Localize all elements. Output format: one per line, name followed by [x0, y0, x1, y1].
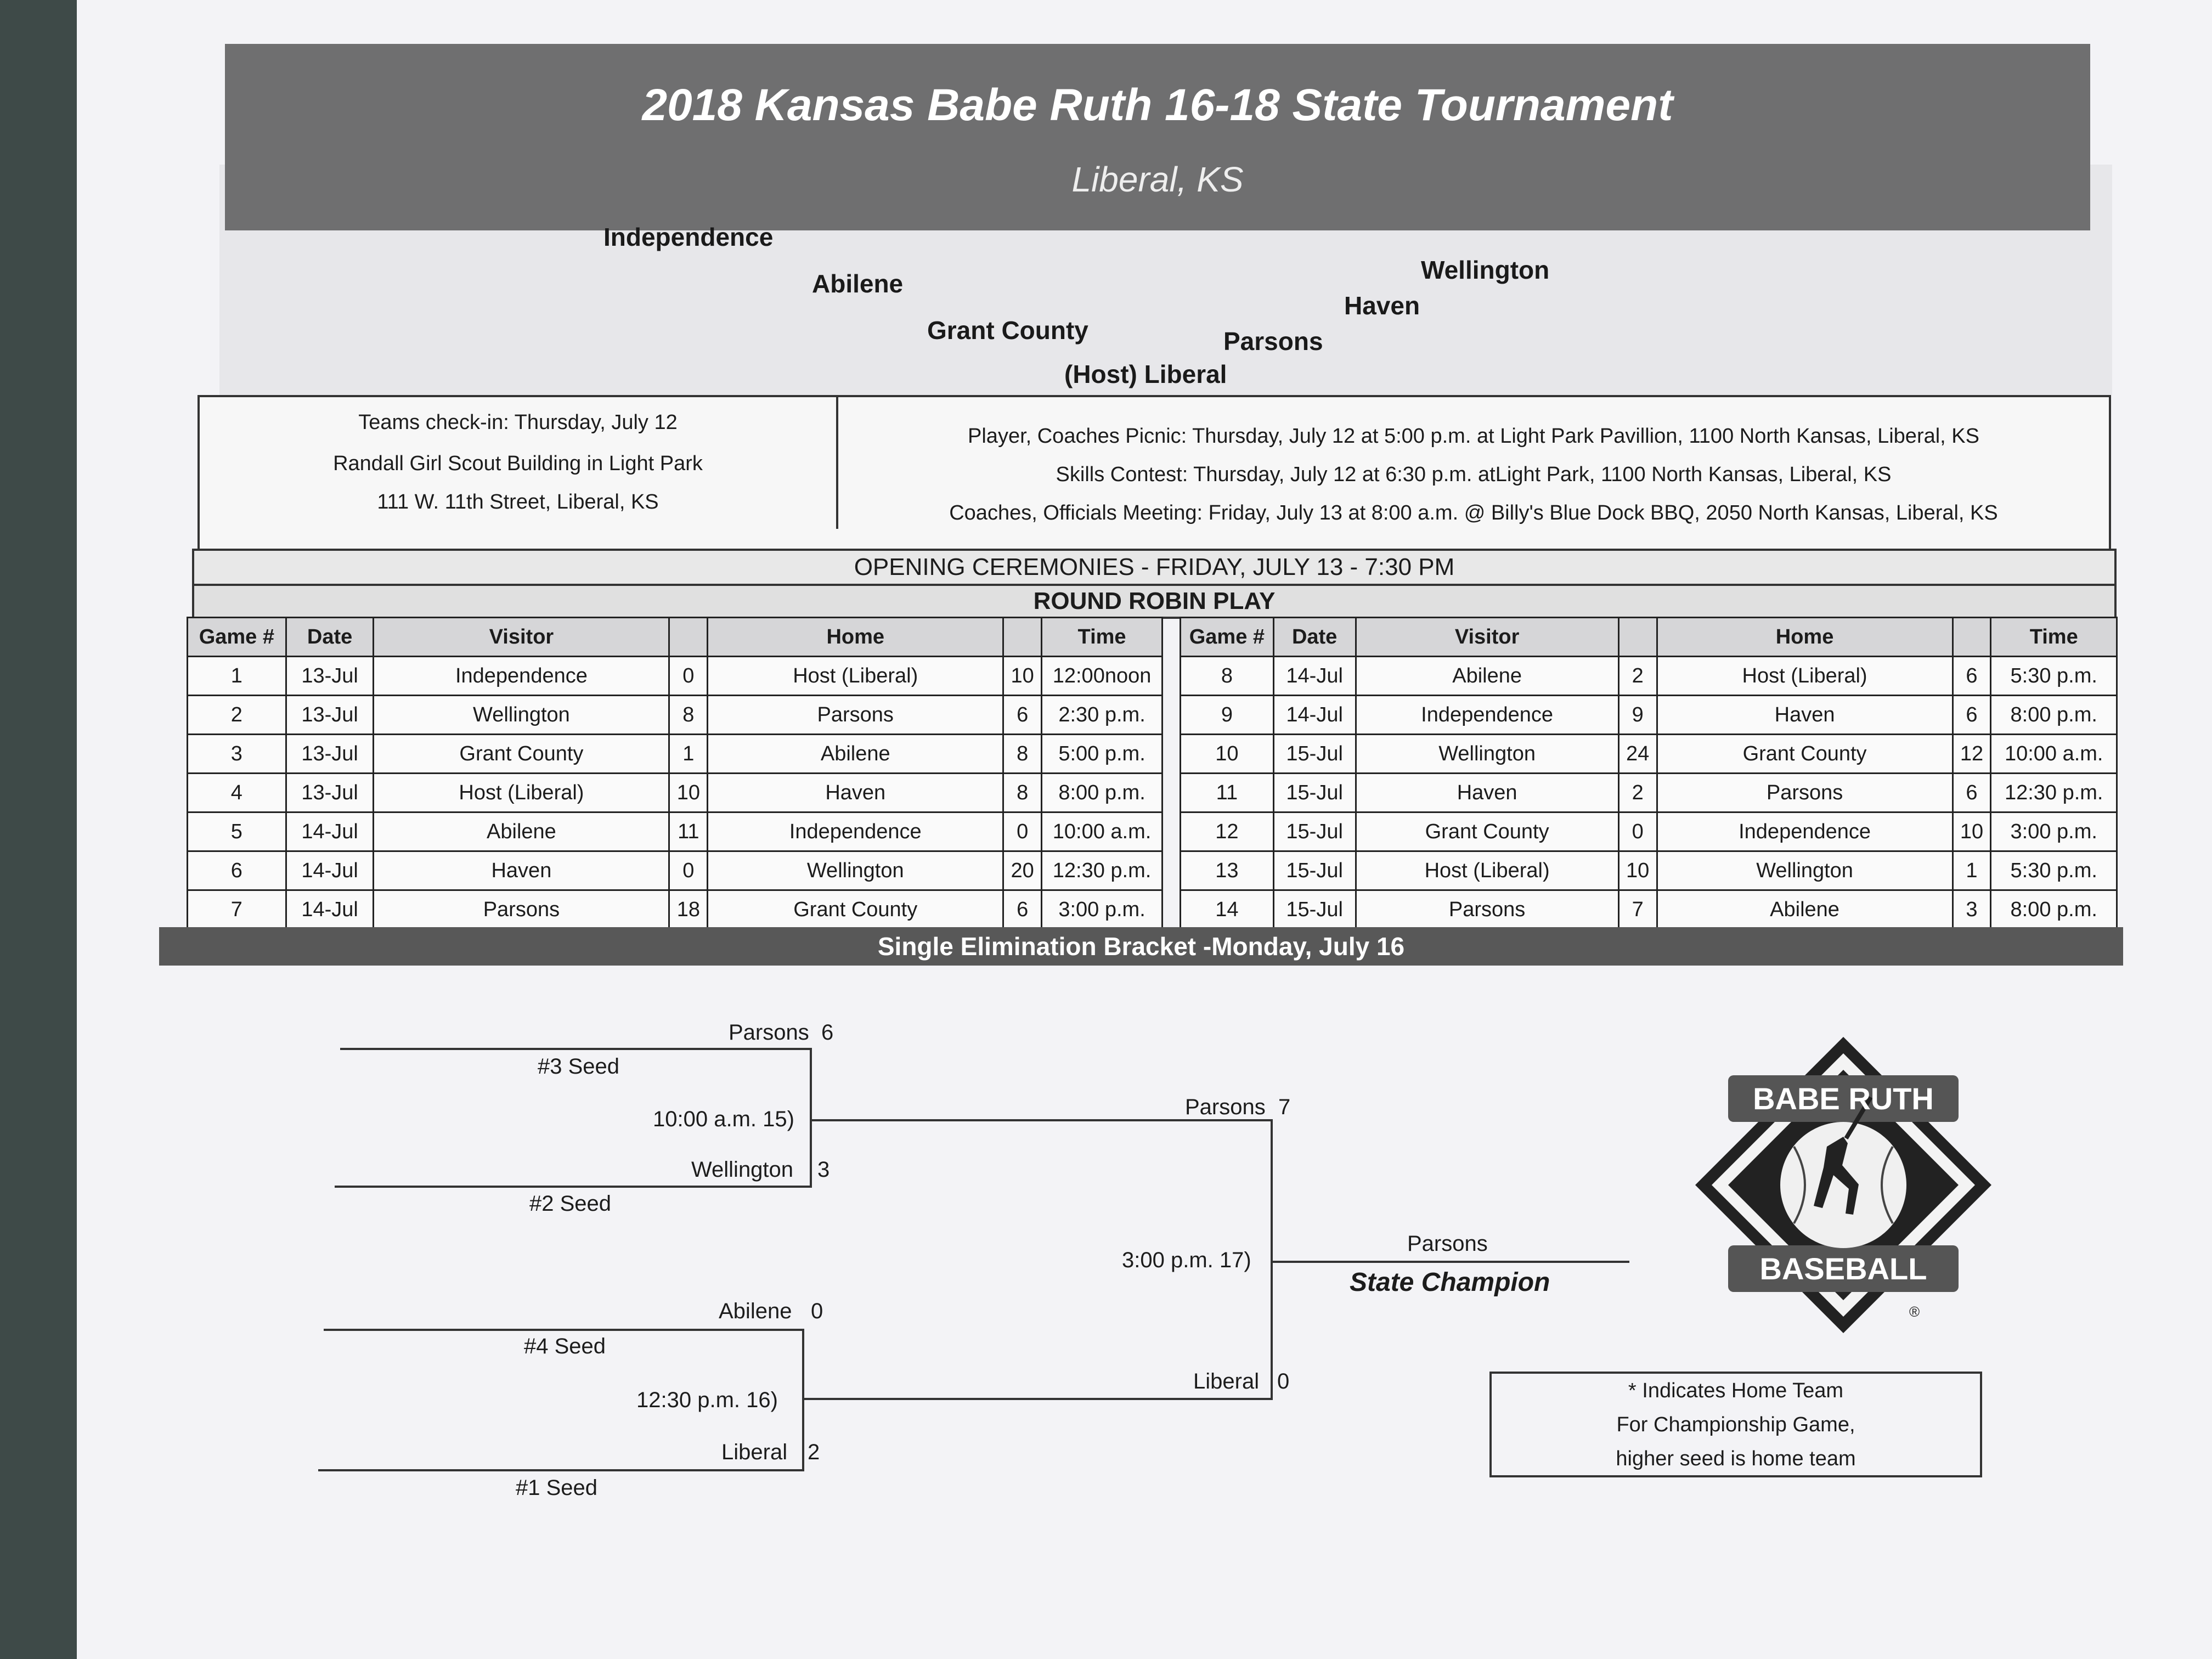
table-cell: 12:30 p.m. [1991, 774, 2117, 812]
table-cell: 1 [188, 657, 286, 696]
table-cell: 8:00 p.m. [1991, 890, 2117, 929]
bracket-team: Parsons [729, 1020, 809, 1045]
table-cell: 5 [188, 812, 286, 851]
table-cell: Abilene [708, 735, 1003, 774]
table-cell: 8:00 p.m. [1042, 774, 1163, 812]
table-row [1181, 657, 2117, 696]
table-row [1181, 851, 2117, 890]
bracket-line [802, 1329, 804, 1471]
table-cell: 2 [188, 696, 286, 735]
column-header: Time [1991, 618, 2117, 657]
table-cell: 13-Jul [286, 735, 374, 774]
column-header [1618, 618, 1657, 657]
title-banner [225, 44, 2090, 230]
seed-label: #4 Seed [524, 1334, 606, 1358]
table-cell: 15-Jul [1273, 735, 1356, 774]
table-cell: 10 [1618, 851, 1657, 890]
bracket-line [1273, 1261, 1629, 1263]
round-robin-table-right [1180, 617, 2118, 930]
table-row [188, 735, 1163, 774]
seed-label: #2 Seed [529, 1192, 612, 1216]
table-cell: 12 [1181, 812, 1274, 851]
table-cell: Grant County [708, 890, 1003, 929]
bracket-line [335, 1186, 812, 1188]
table-cell: 10:00 a.m. [1991, 735, 2117, 774]
table-cell: 18 [669, 890, 708, 929]
table-cell: 10 [1003, 657, 1042, 696]
team-name: Haven [1344, 291, 1420, 320]
table-cell: 12 [1953, 735, 1991, 774]
table-row [188, 890, 1163, 929]
table-cell: Grant County [374, 735, 669, 774]
team-name: Parsons [1223, 327, 1323, 356]
bracket-score: 6 [821, 1020, 834, 1045]
table-cell: 14-Jul [1273, 696, 1356, 735]
logo-text-top: BABE RUTH [1753, 1081, 1934, 1116]
bracket-line [1271, 1119, 1273, 1399]
table-cell: 20 [1003, 851, 1042, 890]
table-cell: Host (Liberal) [708, 657, 1003, 696]
column-header [1003, 618, 1042, 657]
table-cell: 9 [1181, 696, 1274, 735]
page-title: 2018 Kansas Babe Ruth 16-18 State Tournament [642, 80, 1673, 130]
table-cell: Parsons [374, 890, 669, 929]
bracket-line [318, 1469, 804, 1471]
table-cell: 13-Jul [286, 774, 374, 812]
column-header: Visitor [374, 618, 669, 657]
column-header: Game # [188, 618, 286, 657]
column-header [1953, 618, 1991, 657]
champion-label: State Champion [1350, 1268, 1550, 1297]
bracket-score: 2 [808, 1440, 820, 1464]
skills-text: Skills Contest: Thursday, July 12 at 6:30 p.m. atLight Park, 1100 North Kansas, Liberal, KS [1056, 463, 1892, 486]
table-cell: Host (Liberal) [374, 774, 669, 812]
game-label: 12:30 p.m. 16) [636, 1388, 778, 1412]
note-line: * Indicates Home Team [1628, 1379, 1844, 1402]
team-name: Grant County [927, 316, 1088, 345]
home-team-note [1489, 1372, 1982, 1477]
bracket-line [810, 1048, 812, 1188]
table-cell: Abilene [374, 812, 669, 851]
table-row [1181, 890, 2117, 929]
table-cell: 10 [669, 774, 708, 812]
round-robin-table-left [187, 617, 1163, 930]
table-cell: Wellington [374, 696, 669, 735]
column-header: Home [708, 618, 1003, 657]
bracket-team: Parsons [1185, 1095, 1266, 1119]
checkin-building: Randall Girl Scout Building in Light Park [333, 452, 703, 475]
column-header: Date [286, 618, 374, 657]
table-cell: Haven [374, 851, 669, 890]
table-cell: 2:30 p.m. [1042, 696, 1163, 735]
table-cell: Parsons [708, 696, 1003, 735]
table-cell: 11 [1181, 774, 1274, 812]
table-cell: 14-Jul [1273, 657, 1356, 696]
bracket-team: Liberal [721, 1440, 788, 1464]
table-cell: 3:00 p.m. [1991, 812, 2117, 851]
column-header: Date [1273, 618, 1356, 657]
info-box [198, 395, 2111, 564]
table-cell: 15-Jul [1273, 774, 1356, 812]
table-cell: Haven [1356, 774, 1618, 812]
page-location: Liberal, KS [1071, 160, 1244, 199]
table-cell: 5:00 p.m. [1042, 735, 1163, 774]
bracket-title: Single Elimination Bracket -Monday, July 16 [159, 927, 2123, 966]
meeting-text: Coaches, Officials Meeting: Friday, July 13 at 8:00 a.m. @ Billy's Blue Dock BBQ, 2050 North Kansas, Liberal, KS [949, 501, 1998, 524]
table-row [188, 812, 1163, 851]
table-cell: 8 [1003, 735, 1042, 774]
table-cell: Wellington [1657, 851, 1953, 890]
seed-label: #1 Seed [516, 1476, 598, 1500]
table-cell: 6 [1003, 890, 1042, 929]
table-row [1181, 812, 2117, 851]
table-cell: 14 [1181, 890, 1274, 929]
column-header [669, 618, 708, 657]
table-cell: 8:00 p.m. [1991, 696, 2117, 735]
bracket-score: 7 [1278, 1095, 1291, 1119]
table-cell: Parsons [1657, 774, 1953, 812]
bracket-team: Liberal [1193, 1369, 1260, 1393]
table-cell: 11 [669, 812, 708, 851]
bracket-line [804, 1398, 1273, 1400]
game-label: 3:00 p.m. 17) [1122, 1248, 1251, 1272]
table-cell: 12:30 p.m. [1042, 851, 1163, 890]
bracket-line [324, 1329, 804, 1331]
table-cell: 6 [1953, 696, 1991, 735]
table-cell: Host (Liberal) [1657, 657, 1953, 696]
bracket-score: 0 [811, 1299, 823, 1323]
table-cell: 24 [1618, 735, 1657, 774]
table-cell: 4 [188, 774, 286, 812]
table-cell: Haven [708, 774, 1003, 812]
table-cell: 1 [1953, 851, 1991, 890]
table-cell: Wellington [1356, 735, 1618, 774]
table-cell: 15-Jul [1273, 851, 1356, 890]
table-cell: 15-Jul [1273, 890, 1356, 929]
column-header: Game # [1181, 618, 1274, 657]
table-row [1181, 735, 2117, 774]
babe-ruth-logo [1690, 1031, 1997, 1339]
table-cell: 10:00 a.m. [1042, 812, 1163, 851]
table-cell: 6 [1953, 774, 1991, 812]
table-header [1181, 618, 2117, 657]
table-cell: 6 [188, 851, 286, 890]
team-name: Abilene [812, 269, 904, 298]
bracket-team: Abilene [719, 1299, 792, 1323]
table-cell: 3 [188, 735, 286, 774]
game-label: 10:00 a.m. 15) [653, 1107, 794, 1131]
team-name: Wellington [1421, 256, 1550, 284]
note-line: For Championship Game, [1616, 1413, 1855, 1436]
bracket-line [340, 1048, 812, 1050]
table-cell: Abilene [1356, 657, 1618, 696]
table-cell: 12:00noon [1042, 657, 1163, 696]
table-cell: Grant County [1356, 812, 1618, 851]
table-cell: 8 [1003, 774, 1042, 812]
column-header: Visitor [1356, 618, 1618, 657]
table-cell: Independence [1657, 812, 1953, 851]
table-row [188, 696, 1163, 735]
round-robin-title: ROUND ROBIN PLAY [192, 584, 2117, 619]
table-cell: 8 [1181, 657, 1274, 696]
table-cell: 14-Jul [286, 812, 374, 851]
bracket-team: Wellington [691, 1158, 794, 1182]
checkin-address: 111 W. 11th Street, Liberal, KS [377, 490, 659, 514]
table-cell: Wellington [708, 851, 1003, 890]
table-cell: 9 [1618, 696, 1657, 735]
table-cell: 5:30 p.m. [1991, 851, 2117, 890]
table-cell: 0 [1003, 812, 1042, 851]
table-cell: Haven [1657, 696, 1953, 735]
column-header: Home [1657, 618, 1953, 657]
note-line: higher seed is home team [1616, 1447, 1856, 1470]
picnic-text: Player, Coaches Picnic: Thursday, July 12 at 5:00 p.m. at Light Park Pavillion, 1100 North Kansas, Liberal, KS [968, 425, 1979, 448]
table-cell: 13-Jul [286, 657, 374, 696]
table-cell: 6 [1953, 657, 1991, 696]
table-cell: 2 [1618, 774, 1657, 812]
table-row [1181, 696, 2117, 735]
table-cell: 1 [669, 735, 708, 774]
table-row [188, 774, 1163, 812]
table-cell: 0 [1618, 812, 1657, 851]
table-cell: Host (Liberal) [1356, 851, 1618, 890]
registered-mark: ® [1909, 1304, 1920, 1320]
table-cell: 3 [1953, 890, 1991, 929]
table-cell: 3:00 p.m. [1042, 890, 1163, 929]
table-cell: 10 [1181, 735, 1274, 774]
table-cell: 0 [669, 657, 708, 696]
table-cell: 2 [1618, 657, 1657, 696]
team-name: Independence [603, 223, 774, 251]
table-cell: 0 [669, 851, 708, 890]
table-cell: 10 [1953, 812, 1991, 851]
seed-label: #3 Seed [538, 1054, 620, 1079]
table-cell: Independence [1356, 696, 1618, 735]
table-cell: Abilene [1657, 890, 1953, 929]
table-cell: 15-Jul [1273, 812, 1356, 851]
table-cell: Independence [374, 657, 669, 696]
bracket-score: 3 [817, 1158, 830, 1182]
table-row [1181, 774, 2117, 812]
logo-text-bottom: BASEBALL [1759, 1251, 1927, 1286]
events-info [838, 397, 2109, 562]
opening-ceremonies: OPENING CEREMONIES - FRIDAY, JULY 13 - 7:30 PM [192, 549, 2117, 586]
table-cell: Independence [708, 812, 1003, 851]
table-cell: 14-Jul [286, 890, 374, 929]
champion-team: Parsons [1407, 1232, 1488, 1256]
checkin-info [200, 397, 838, 529]
table-cell: 6 [1003, 696, 1042, 735]
table-cell: 13 [1181, 851, 1274, 890]
table-cell: 7 [188, 890, 286, 929]
table-cell: 5:30 p.m. [1991, 657, 2117, 696]
bracket-score: 0 [1277, 1369, 1290, 1393]
table-row [188, 851, 1163, 890]
column-header: Time [1042, 618, 1163, 657]
table-cell: 13-Jul [286, 696, 374, 735]
table-cell: Parsons [1356, 890, 1618, 929]
table-row [188, 657, 1163, 696]
table-header [188, 618, 1163, 657]
table-cell: 7 [1618, 890, 1657, 929]
table-cell: Grant County [1657, 735, 1953, 774]
checkin-text: Teams check-in: Thursday, July 12 [358, 411, 678, 434]
table-cell: 8 [669, 696, 708, 735]
team-name: (Host) Liberal [1064, 360, 1227, 388]
table-cell: 14-Jul [286, 851, 374, 890]
